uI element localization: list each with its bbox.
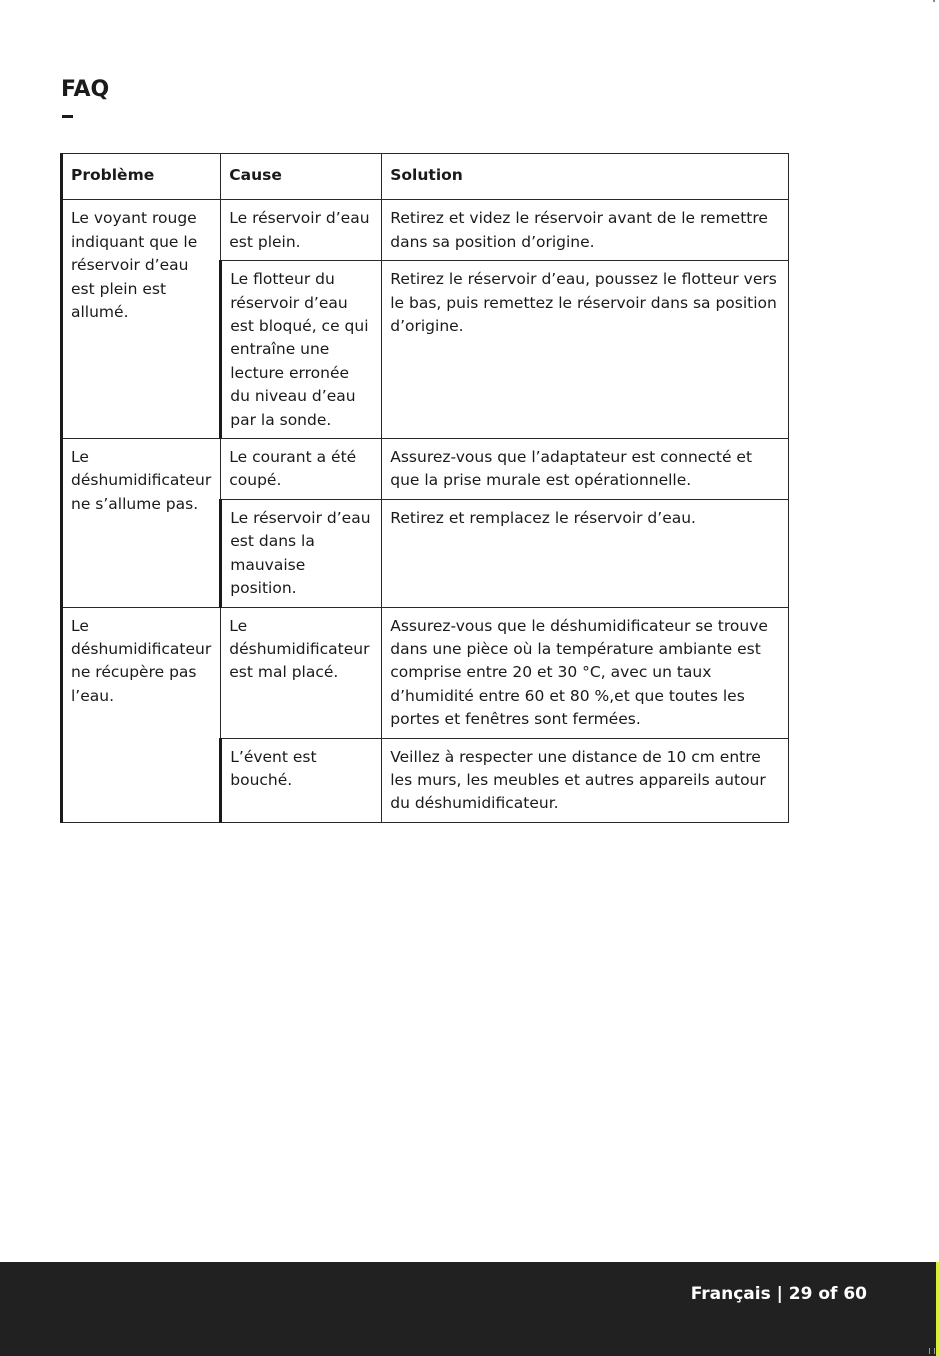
problem-cell: Le déshumidificateur ne s’allume pas. [62,439,221,607]
footer-bar [0,1262,936,1356]
header-problem: Problème [62,154,221,200]
cause-cell: Le flotteur du réservoir d’eau est bloqué, ce qui entraîne une lecture erronée du niveau d’eau par la sonde. [221,261,382,439]
cause-cell: Le réservoir d’eau est dans la mauvaise position. [221,499,382,607]
solution-cell: Retirez et remplacez le réservoir d’eau. [382,499,789,607]
solution-cell: Veillez à respecter une distance de 10 cm entre les murs, les meubles et autres appareils autour du déshumidificateur. [382,738,789,822]
faq-table [60,153,789,823]
page-title: FAQ [61,77,110,102]
problem-cell: Le déshumidificateur ne récupère pas l’eau. [62,607,221,822]
crop-mark [929,1348,935,1354]
problem-cell: Le voyant rouge indiquant que le réservoir d’eau est plein est allumé. [62,200,221,439]
solution-cell: Retirez et videz le réservoir avant de le remettre dans sa position d’origine. [382,200,789,261]
corner-mark [933,0,935,2]
cause-cell: L’évent est bouché. [221,738,382,822]
table-row [62,439,789,500]
solution-cell: Assurez-vous que l’adaptateur est connecté et que la prise murale est opérationnelle. [382,439,789,500]
cause-cell: Le courant a été coupé. [221,439,382,500]
table-header-row [62,154,789,200]
title-underline [62,115,73,118]
table-row [62,200,789,261]
table-row [62,607,789,738]
cause-cell: Le déshumidificateur est mal placé. [221,607,382,738]
page-number-label: Français | 29 of 60 [690,1284,867,1304]
solution-cell: Retirez le réservoir d’eau, poussez le flotteur vers le bas, puis remettez le réservoir dans sa position d’origine. [382,261,789,439]
header-solution: Solution [382,154,789,200]
solution-cell: Assurez-vous que le déshumidificateur se trouve dans une pièce où la température ambiante est comprise entre 20 et 30 °C, avec un taux d’humidité entre 60 et 80 %,et que toutes les portes et fenêtres sont fermées. [382,607,789,738]
header-cause: Cause [221,154,382,200]
cause-cell: Le réservoir d’eau est plein. [221,200,382,261]
